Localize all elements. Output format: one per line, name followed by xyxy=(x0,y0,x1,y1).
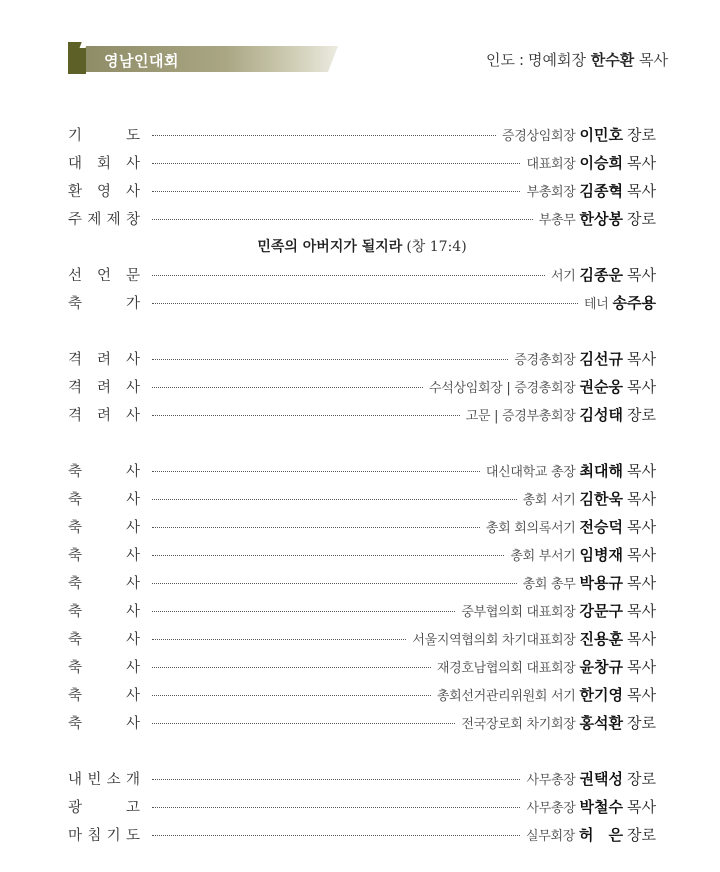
program-person: 윤창규 xyxy=(579,657,624,676)
program-row xyxy=(68,596,656,624)
program-title: 장로 xyxy=(627,209,656,228)
program-role: 대표회장 xyxy=(526,156,576,172)
dotted-leader xyxy=(152,611,455,612)
program-person: 김한욱 xyxy=(579,489,624,508)
dotted-leader xyxy=(152,639,406,640)
program-role: 서기 xyxy=(551,268,576,284)
program-person: 한기영 xyxy=(579,685,624,704)
program-role: 재경호남협의회 대표회장 xyxy=(436,660,576,676)
program-row xyxy=(68,624,656,652)
program-label: 환 영 사 xyxy=(68,183,140,200)
program-title: 목사 xyxy=(627,573,656,592)
spacer xyxy=(68,736,656,764)
program-row xyxy=(68,484,656,512)
dotted-leader xyxy=(152,275,545,276)
program-label: 주 제 제 창 xyxy=(68,211,140,228)
program-person: 박용규 xyxy=(579,573,624,592)
program-person: 이민호 xyxy=(579,125,624,144)
program-role: 전국장로회 차기회장 xyxy=(461,716,576,732)
program-row xyxy=(68,204,656,232)
program-row xyxy=(68,260,656,288)
leader-line xyxy=(486,49,668,70)
spacer xyxy=(68,316,656,344)
program-role: 증경상임회장 xyxy=(501,128,576,144)
program-label: 축 사 xyxy=(68,631,140,648)
dotted-leader xyxy=(152,471,480,472)
dotted-leader xyxy=(152,779,520,780)
section-header xyxy=(68,40,668,76)
program-person: 김종운 xyxy=(579,265,624,284)
program-role: 테너 xyxy=(583,296,609,312)
program-role: 수석상임회장 | 증경총회장 xyxy=(428,380,576,396)
dotted-leader xyxy=(152,555,504,556)
dotted-leader xyxy=(152,835,520,836)
program-role: 중부협의회 대표회장 xyxy=(461,604,576,620)
program-title: 장로 xyxy=(627,125,656,144)
program-list xyxy=(68,120,656,848)
program-title: 목사 xyxy=(627,685,656,704)
program-row xyxy=(68,764,656,792)
program-title: 장로 xyxy=(627,769,656,788)
program-person: 김종혁 xyxy=(579,181,624,200)
section-badge: 영남인대회 xyxy=(104,52,179,70)
dotted-leader xyxy=(152,191,520,192)
dotted-leader xyxy=(152,415,460,416)
program-role: 총회 총무 xyxy=(522,576,576,592)
program-row xyxy=(68,120,656,148)
sermon-reference: (창 17:4) xyxy=(406,239,467,255)
program-label: 축 사 xyxy=(68,687,140,704)
dotted-leader xyxy=(152,359,508,360)
program-person: 전승덕 xyxy=(579,517,624,536)
program-row xyxy=(68,540,656,568)
program-role: 총회 부서기 xyxy=(510,548,576,564)
program-row xyxy=(68,680,656,708)
program-title: 목사 xyxy=(627,153,656,172)
dotted-leader xyxy=(152,583,517,584)
program-row xyxy=(68,652,656,680)
program-person: 최대해 xyxy=(579,461,624,480)
program-person: 김선규 xyxy=(579,349,624,368)
program-role: 서울지역협의회 차기대표회장 xyxy=(412,632,576,648)
program-row xyxy=(68,456,656,484)
lead-role: 명예회장 xyxy=(528,51,586,69)
program-row xyxy=(68,708,656,736)
dotted-leader xyxy=(152,695,431,696)
lead-label: 인도 xyxy=(485,51,515,69)
program-person: 허 은 xyxy=(579,825,624,844)
program-title: 목사 xyxy=(627,545,656,564)
program-title: 목사 xyxy=(627,181,656,200)
program-row xyxy=(68,512,656,540)
program-label: 축 가 xyxy=(68,295,140,312)
program-label: 격 려 사 xyxy=(68,407,140,424)
lead-title: 목사 xyxy=(639,51,668,69)
program-role: 증경총회장 xyxy=(514,352,576,368)
program-person: 임병재 xyxy=(579,545,624,564)
program-role: 고문 | 증경부총회장 xyxy=(465,408,576,424)
dotted-leader xyxy=(152,163,520,164)
dotted-leader xyxy=(152,807,520,808)
program-person: 김성태 xyxy=(579,405,624,424)
program-label: 내 빈 소 개 xyxy=(68,771,140,788)
program-label: 축 사 xyxy=(68,463,140,480)
program-title: 목사 xyxy=(627,797,656,816)
program-label: 기 도 xyxy=(68,127,140,144)
program-title: 목사 xyxy=(627,601,656,620)
program-role: 실무회장 xyxy=(525,828,576,844)
dotted-leader xyxy=(152,723,455,724)
program-row xyxy=(68,400,656,428)
program-label: 격 려 사 xyxy=(68,379,140,396)
dotted-leader xyxy=(152,219,533,220)
program-label: 축 사 xyxy=(68,603,140,620)
program-title: 목사 xyxy=(627,657,656,676)
program-title: 목사 xyxy=(627,265,656,284)
dotted-leader xyxy=(152,303,578,304)
program-person: 한상봉 xyxy=(579,209,624,228)
program-row xyxy=(68,820,656,848)
program-title: 목사 xyxy=(627,489,656,508)
program-role: 사무총장 xyxy=(526,772,576,788)
program-title: 장로 xyxy=(627,405,656,424)
program-label: 축 사 xyxy=(68,491,140,508)
dotted-leader xyxy=(152,667,431,668)
program-row xyxy=(68,288,656,316)
program-row xyxy=(68,372,656,400)
sermon-line xyxy=(68,232,656,260)
program-person: 권택성 xyxy=(579,769,624,788)
program-label: 격 려 사 xyxy=(68,351,140,368)
spacer xyxy=(68,428,656,456)
program-person: 송주용 xyxy=(612,293,656,312)
program-title: 목사 xyxy=(627,461,656,480)
program-row xyxy=(68,344,656,372)
dotted-leader xyxy=(152,527,480,528)
dotted-leader xyxy=(152,135,496,136)
program-row xyxy=(68,792,656,820)
program-row xyxy=(68,568,656,596)
program-title: 목사 xyxy=(627,629,656,648)
program-role: 부총무 xyxy=(538,212,576,228)
sermon-title: 민족의 아버지가 될지라 xyxy=(257,239,403,255)
program-person: 강문구 xyxy=(579,601,624,620)
program-role: 부총회장 xyxy=(526,184,576,200)
program-role: 대신대학교 총장 xyxy=(485,464,576,480)
program-label: 축 사 xyxy=(68,547,140,564)
program-title: 장로 xyxy=(627,713,656,732)
program-title: 목사 xyxy=(627,517,656,536)
program-person: 홍석환 xyxy=(579,713,624,732)
program-person: 진용훈 xyxy=(579,629,624,648)
program-person: 박철수 xyxy=(579,797,624,816)
program-label: 대 회 사 xyxy=(68,155,140,172)
program-role: 사무총장 xyxy=(526,800,576,816)
program-row xyxy=(68,176,656,204)
program-title: 목사 xyxy=(627,349,656,368)
program-title: 목사 xyxy=(627,377,656,396)
program-label: 광 고 xyxy=(68,799,140,816)
program-label: 선 언 문 xyxy=(68,267,140,284)
program-role: 총회 회의록서기 xyxy=(485,520,576,536)
program-role: 총회선거관리위원회 서기 xyxy=(436,688,576,704)
dotted-leader xyxy=(152,499,517,500)
lead-separator: : xyxy=(518,51,524,69)
program-person: 권순웅 xyxy=(579,377,624,396)
program-label: 마 침 기 도 xyxy=(68,827,140,844)
program-label: 축 사 xyxy=(68,519,140,536)
lead-name: 한수환 xyxy=(590,51,635,69)
program-label: 축 사 xyxy=(68,659,140,676)
program-title: 장로 xyxy=(627,825,656,844)
program-person: 이승희 xyxy=(579,153,624,172)
program-row xyxy=(68,148,656,176)
program-role: 총회 서기 xyxy=(522,492,576,508)
program-label: 축 사 xyxy=(68,715,140,732)
dotted-leader xyxy=(152,387,423,388)
program-label: 축 사 xyxy=(68,575,140,592)
